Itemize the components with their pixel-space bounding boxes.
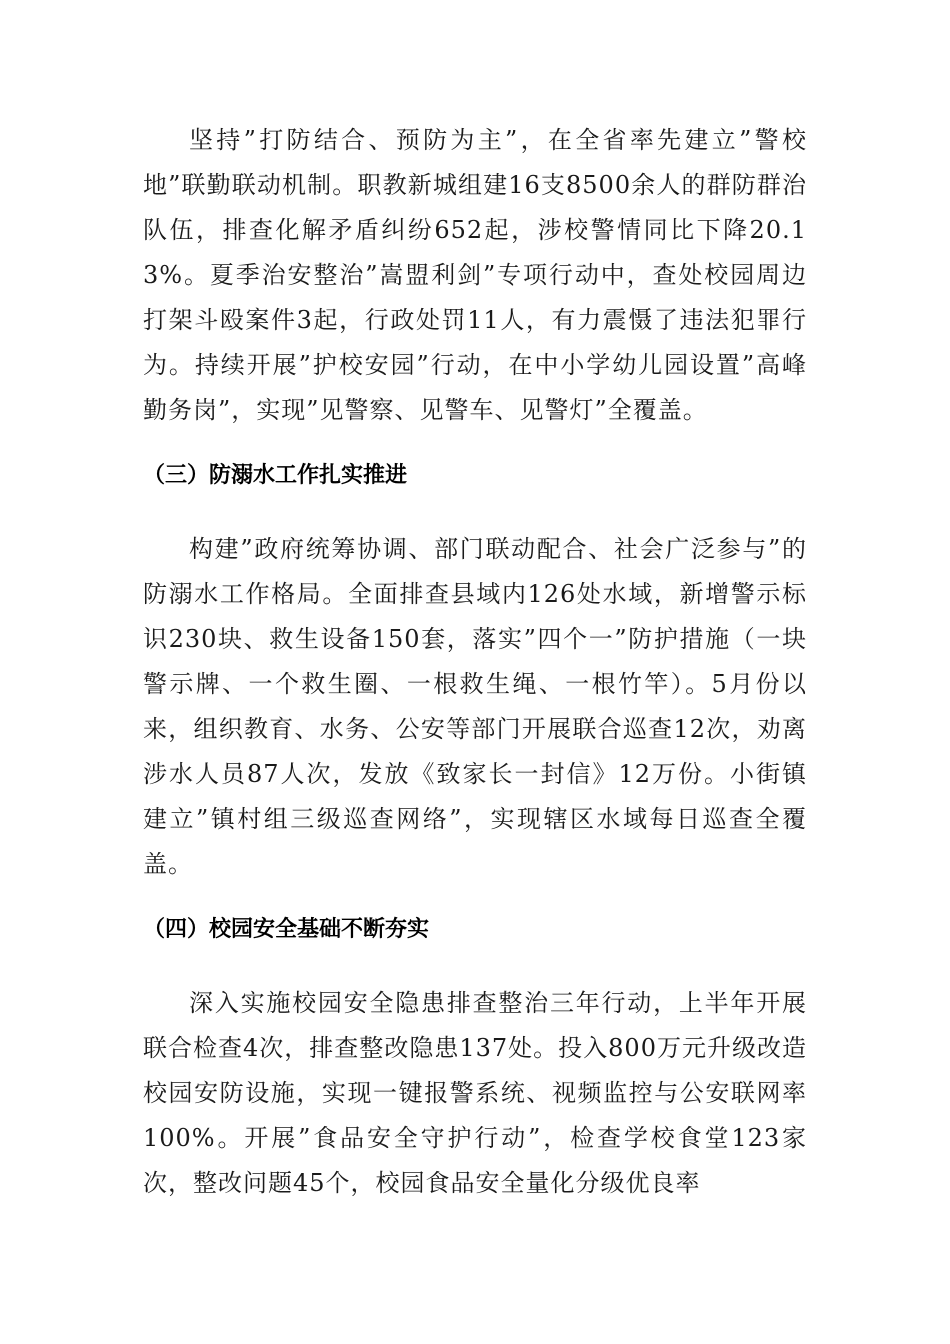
section-heading-drowning-prevention: （三）防溺水工作扎实推进 [143, 463, 408, 488]
body-paragraph-drowning-prevention: 构建”政府统筹协调、部门联动配合、社会广泛参与”的防溺水工作格局。全面排查县域内126处水域，新增警示标识230块、救生设备150套，落实”四个一”防护措施（一块警示牌、一个救生圈、一根救生绳、一根竹竿）。5月份以来，组织教育、水务、公安等部门开展联合巡查12次，劝离涉水人员87人次，发放《致家长一封信》12万份。小街镇建立”镇村组三级巡查网络”，实现辖区水域每日巡查全覆盖。 [143, 535, 807, 878]
body-paragraph-campus-safety: 深入实施校园安全隐患排查整治三年行动，上半年开展联合检查4次，排查整改隐患137处。投入800万元升级改造校园安防设施，实现一键报警系统、视频监控与公安联网率100%。开展”食品安全守护行动”，检查学校食堂123家次，整改问题45个，校园食品安全量化分级优良率 [143, 989, 807, 1197]
document-page [143, 118, 807, 1206]
section-heading-campus-safety: （四）校园安全基础不断夯实 [143, 917, 430, 942]
body-paragraph-public-security: 坚持”打防结合、预防为主”，在全省率先建立”警校地”联勤联动机制。职教新城组建16支8500余人的群防群治队伍，排查化解矛盾纠纷652起，涉校警情同比下降20.13%。夏季治安整治”嵩盟利剑”专项行动中，查处校园周边打架斗殴案件3起，行政处罚11人，有力震慑了违法犯罪行为。持续开展”护校安园”行动，在中小学幼儿园设置”高峰勤务岗”，实现”见警察、见警车、见警灯”全覆盖。 [143, 126, 807, 424]
